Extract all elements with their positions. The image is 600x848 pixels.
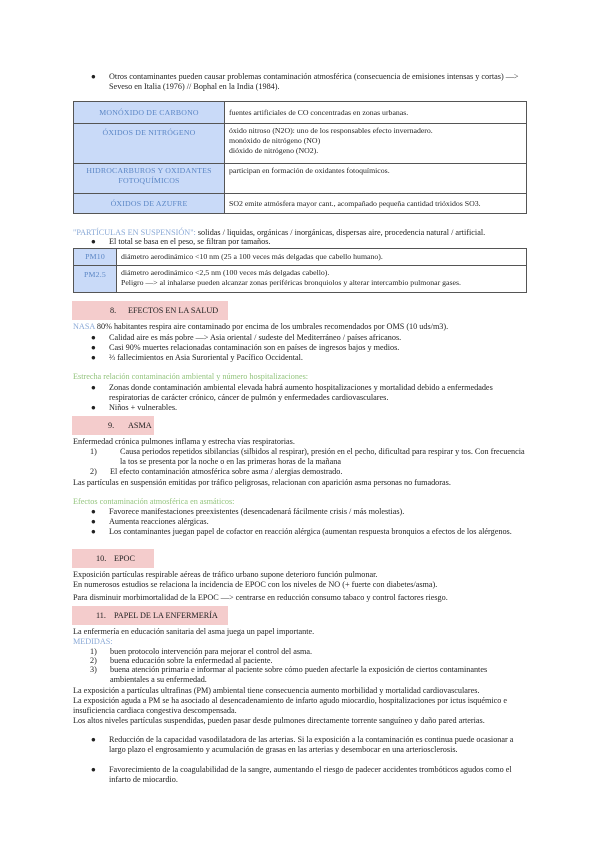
bullet-icon: ● [91,333,96,342]
list-item [91,517,521,527]
enfermeria-paragraph: La exposición a partículas ultrafinas (PM) ambiental tiene consecuencia aumento morbilidad y mortalidad cardiovasculares. [73,686,480,695]
nasa-label: NASA [73,322,95,331]
list-item [91,343,521,353]
desc-line: óxido nitroso (N2O): uno de los responsables efecto invernadero. [229,126,433,135]
particles-heading: "PARTÍCULAS EN SUSPENSIÓN": [73,228,196,237]
enfermeria-intro: La enfermería en educación sanitaria del asma juega un papel importante. [73,627,315,636]
bullet-text: Reducción de la capacidad vasodilatadora de las arterias. Si la exposición a la contaminación es continua puede ocasionar a largo plazo el engrosamiento y acumulación de grasas en las arterias y desembocar en una arteriosclerosis. [109,735,514,755]
table-row [74,102,527,124]
section-heading-10 [72,549,154,568]
desc-line: participan en formación de oxidantes fotoquímicos. [229,166,390,175]
desc-line: SO2 emite atmósfera mayor cant., acompañado pequeña cantidad trióxidos SO3. [229,198,481,208]
section-number: 10. [96,554,107,563]
list-item [91,765,531,786]
bullet-text: Los contaminantes juegan papel de cofactor en reacción alérgica (aumentan respuesta bronquios a efectos de los alérgenos. [109,527,512,536]
list-item [91,333,521,343]
asma-paragraph: Las partículas en suspensión emitidas por tráfico peligrosas, relacionan con aparición asma personas no fumadoras. [73,478,451,487]
section-heading-11 [72,606,228,625]
bullet-icon: ● [91,735,96,744]
bullet-text: Zonas donde contaminación ambiental elevada habrá aumento hospitalizaciones y mortalidad debido a enfermedades respiratorias de carácter crónico, cáncer de pulmón y enfermedades cardiovasculares. [109,383,493,403]
list-item [91,403,521,413]
item-text: Causa periodos repetidos sibilancias (silbidos al respirar), presión en el pecho, dificultad para respirar y tos. Con frecuencia la tos se presenta por la noche o en las primeras horas de la mañana [120,447,525,467]
epoc-line: Exposición partículas respirable aéreas de tráfico urbano supone deterioro función pulmonar. [73,570,378,579]
table-cell-label: ÓXIDOS DE NITRÓGENO [74,124,225,164]
bullet-icon: ● [91,72,96,81]
table-cell-desc [117,266,527,293]
section-title: ASMA [128,421,152,430]
table-row [74,249,527,266]
item-text: El efecto contaminación atmosférica sobre asma / alergias demostrado. [110,467,343,476]
section-title: EFECTOS EN LA SALUD [128,306,219,315]
table-cell-label: HIDROCARBUROS Y OXIDANTES FOTOQUÍMICOS [74,164,225,194]
list-item [91,72,521,93]
desc-line: Peligro —> al inhalarse pueden alcanzar zonas periféricas bronquiolos y alterar intercambio pulmonar gases. [121,277,461,287]
section-number: 9. [108,421,115,430]
bullet-icon: ● [91,765,96,774]
desc-line: dióxido de nitrógeno (NO2). [229,145,319,155]
table-cell-desc [117,249,527,266]
list-item [91,353,521,363]
table-row [74,124,527,164]
bullet-text: Aumenta reacciones alérgicas. [109,517,209,526]
section-number: 11. [96,611,106,620]
table-cell-desc [225,194,527,214]
desc-line: fuentes artificiales de CO concentradas en zonas urbanas. [229,107,409,117]
desc-line: diámetro aerodinámico <10 nm (25 a 100 veces más delgadas que cabello humano). [121,252,383,262]
list-item [91,237,521,247]
bullet-icon: ● [91,517,96,526]
list-item [91,507,521,517]
bullet-icon: ● [91,507,96,516]
item-number: 1) [90,647,97,656]
bullet-icon: ● [91,353,96,362]
bullet-text: Calidad aire es más pobre —> Asia oriental / sudeste del Mediterráneo / países africanos. [109,333,402,342]
asma-intro: Enfermedad crónica pulmones inflama y estrecha vías respiratorias. [73,437,295,446]
item-number: 2) [90,656,97,665]
list-item [91,383,521,404]
particles-text: solidas / liquidas, orgánicas / inorgánicas, dispersas aire, procedencia natural / artificial. [195,228,486,237]
table-cell-desc [225,164,527,194]
section-title: EPOC [114,554,135,563]
desc-line: monóxido de nitrógeno (NO) [229,135,321,145]
list-item [91,735,531,756]
item-number: 2) [90,467,97,476]
list-item [90,665,520,686]
section-title: PAPEL DE LA ENFERMERÍA [114,611,218,620]
list-item [90,447,530,468]
particles-bullet: El total se basa en el peso, se filtran por tamaños. [109,237,271,246]
pollutants-table [73,101,527,214]
item-number: 1) [90,447,97,456]
table-row [74,164,527,194]
nasa-paragraph [73,322,543,332]
table-cell-label: ÓXIDOS DE AZUFRE [74,194,225,214]
bullet-text: Favorece manifestaciones preexistentes (desencadenará fácilmente crisis / más molestias). [109,507,405,516]
bullet-text: Favorecimiento de la coagulabilidad de la sangre, aumentando el riesgo de padecer accidentes trombóticos agudos como el infarto de miocardio. [109,765,512,785]
bullet-icon: ● [91,343,96,352]
list-item [91,527,521,537]
table-cell-desc [225,102,527,124]
bullet-icon: ● [91,237,96,246]
section-heading-9 [72,416,154,435]
item-number: 3) [90,665,97,674]
table-row [74,266,527,293]
item-text: buena atención primaria e informar al paciente sobre cómo pueden afectarle la exposición de ciertos contaminantes ambientales a su enfermedad. [110,665,488,685]
item-text: buena educación sobre la enfermedad al paciente. [110,656,273,665]
desc-line: diámetro aerodinámico <2,5 nm (100 veces más delgadas cabello). [121,268,330,277]
table-cell-label: PM2.5 [74,266,117,293]
list-item [90,467,530,477]
bullet-text: Casi 90% muertes relacionadas contaminación son en países de ingresos bajos y medios. [109,343,400,352]
bullet-icon: ● [91,527,96,536]
bullet-text: ⅔ fallecimientos en Asia Suroriental y Pacífico Occidental. [109,353,303,362]
epoc-line: En numerosos estudios se relaciona la incidencia de EPOC con los niveles de NO (+ fuerte con diabetes/asma). [73,580,438,589]
nasa-text: 80% habitantes respira aire contaminado por encima de los umbrales recomendados por OMS (10 uds/m3). [94,322,449,331]
item-text: buen protocolo intervención para mejorar el control del asma. [110,647,313,656]
green-subheading: Estrecha relación contaminación ambiental y número hospitalizaciones: [73,372,309,381]
section-heading-8 [72,301,228,320]
medidas-label: MEDIDAS: [73,637,113,646]
section-number: 8. [110,306,117,315]
table-cell-desc [225,124,527,164]
intro-text: Otros contaminantes pueden causar problemas contaminación atmosférica (consecuencia de emisiones intensas y cortas) —> Seveso en Italia (1976) // Bophal en la India (1984). [109,72,519,92]
pm-table [73,248,527,293]
bullet-text: Niños + vulnerables. [109,403,178,412]
table-cell-label: MONÓXIDO DE CARBONO [74,102,225,124]
green-subheading: Efectos contaminación atmosférica en asmáticos: [73,497,235,506]
enfermeria-paragraph: Los altos niveles partículas suspendidas, pueden pasar desde pulmones directamente torrente sanguíneo y daño pared arterias. [73,716,485,725]
enfermeria-paragraph: La exposición aguda a PM se ha asociado al desencadenamiento de infarto agudo miocardio, hospitalizaciones por ictus isquémico e insuficiencia cardiaca congestiva descompensada. [73,696,508,716]
bullet-icon: ● [91,383,96,392]
bullet-icon: ● [91,403,96,412]
table-cell-label: PM10 [74,249,117,266]
epoc-line: Para disminuir morbimortalidad de la EPOC —> centrarse en reducción consumo tabaco y control factores riesgo. [73,593,448,602]
table-row [74,194,527,214]
